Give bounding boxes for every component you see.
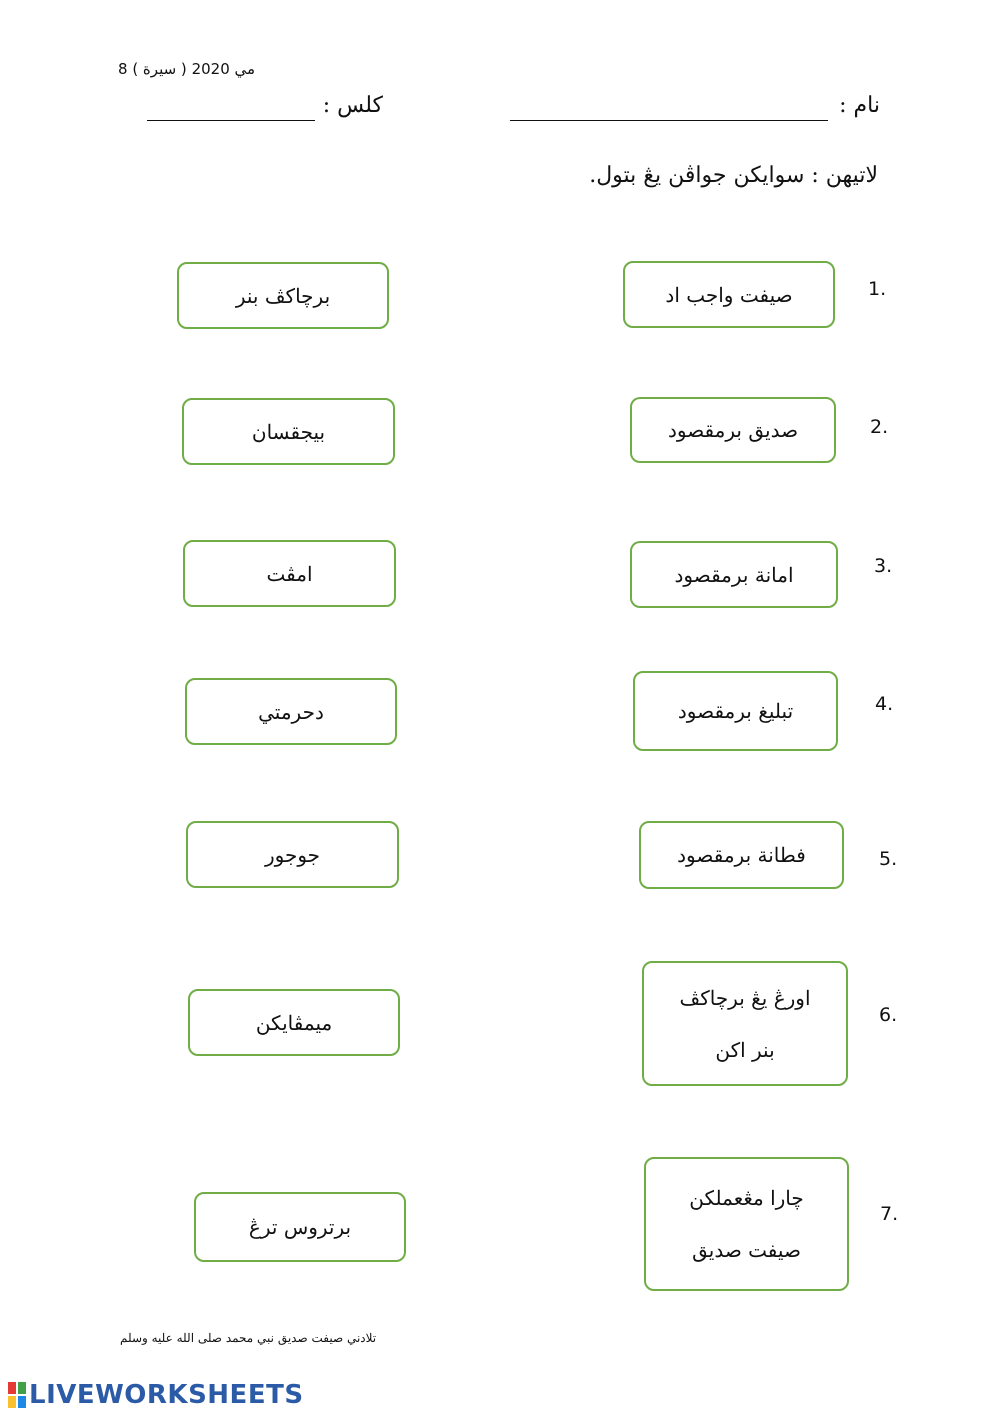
question-text-line-1: اورڠ يڠ برچاكڤ (679, 985, 811, 1010)
answer-text: جوجور (264, 842, 321, 867)
answer-box[interactable] (185, 678, 397, 745)
brand-name: LIVEWORKSHEETS (29, 1380, 304, 1410)
question-box[interactable] (623, 261, 835, 328)
date-label: 8 مي 2020 ( سيرة ) (118, 60, 256, 78)
answer-text: بيجقسان (251, 419, 326, 444)
name-field[interactable] (510, 120, 828, 121)
answer-text: ميمڤايكن (255, 1010, 333, 1035)
question-box[interactable] (639, 821, 844, 889)
question-number: 1. (868, 278, 887, 300)
name-label: نام : (839, 93, 880, 118)
question-number: 4. (875, 693, 894, 715)
question-text-line-2: صيفت صديق (692, 1238, 801, 1262)
answer-text: برچاكڤ بنر (235, 283, 331, 308)
answer-text: برتروس ترڠ (248, 1215, 352, 1239)
answer-box[interactable] (182, 398, 395, 465)
question-number: 2. (870, 416, 889, 438)
question-number: 3. (874, 555, 893, 577)
class-label: كلس : (322, 93, 383, 118)
question-text: امانة برمقصود (674, 562, 794, 587)
answer-box[interactable] (177, 262, 389, 329)
answer-text: دحرمتي (258, 699, 324, 724)
instruction-text: لاتيهن : سوايكن جواڤن يڠ بتول. (589, 163, 878, 188)
footer-note: تلادني صيفت صديق نبي محمد صلى الله عليه وسلم (120, 1331, 377, 1345)
question-text-line-1: چارا مڠعملكن (689, 1186, 804, 1210)
question-text: صيفت واجب اد (665, 282, 793, 307)
question-text: تبليغ برمقصود (677, 699, 794, 723)
question-number: 7. (880, 1203, 899, 1225)
answer-box[interactable] (183, 540, 396, 607)
answer-box[interactable] (188, 989, 400, 1056)
answer-box[interactable] (194, 1192, 406, 1262)
class-field[interactable] (147, 120, 315, 121)
brand-blocks-icon (8, 1382, 26, 1408)
question-number: 5. (879, 848, 898, 870)
question-box[interactable] (630, 397, 836, 463)
question-number: 6. (879, 1004, 898, 1026)
question-box[interactable] (633, 671, 838, 751)
question-text: صديق برمقصود (667, 418, 799, 442)
brand-logo[interactable] (8, 1380, 304, 1410)
question-box[interactable] (642, 961, 848, 1086)
question-box[interactable] (644, 1157, 849, 1291)
answer-box[interactable] (186, 821, 399, 888)
question-text-line-2: بنر اكن (715, 1037, 775, 1062)
answer-text: امڤت (266, 561, 313, 586)
question-box[interactable] (630, 541, 838, 608)
question-text: فطانة برمقصود (677, 843, 806, 867)
